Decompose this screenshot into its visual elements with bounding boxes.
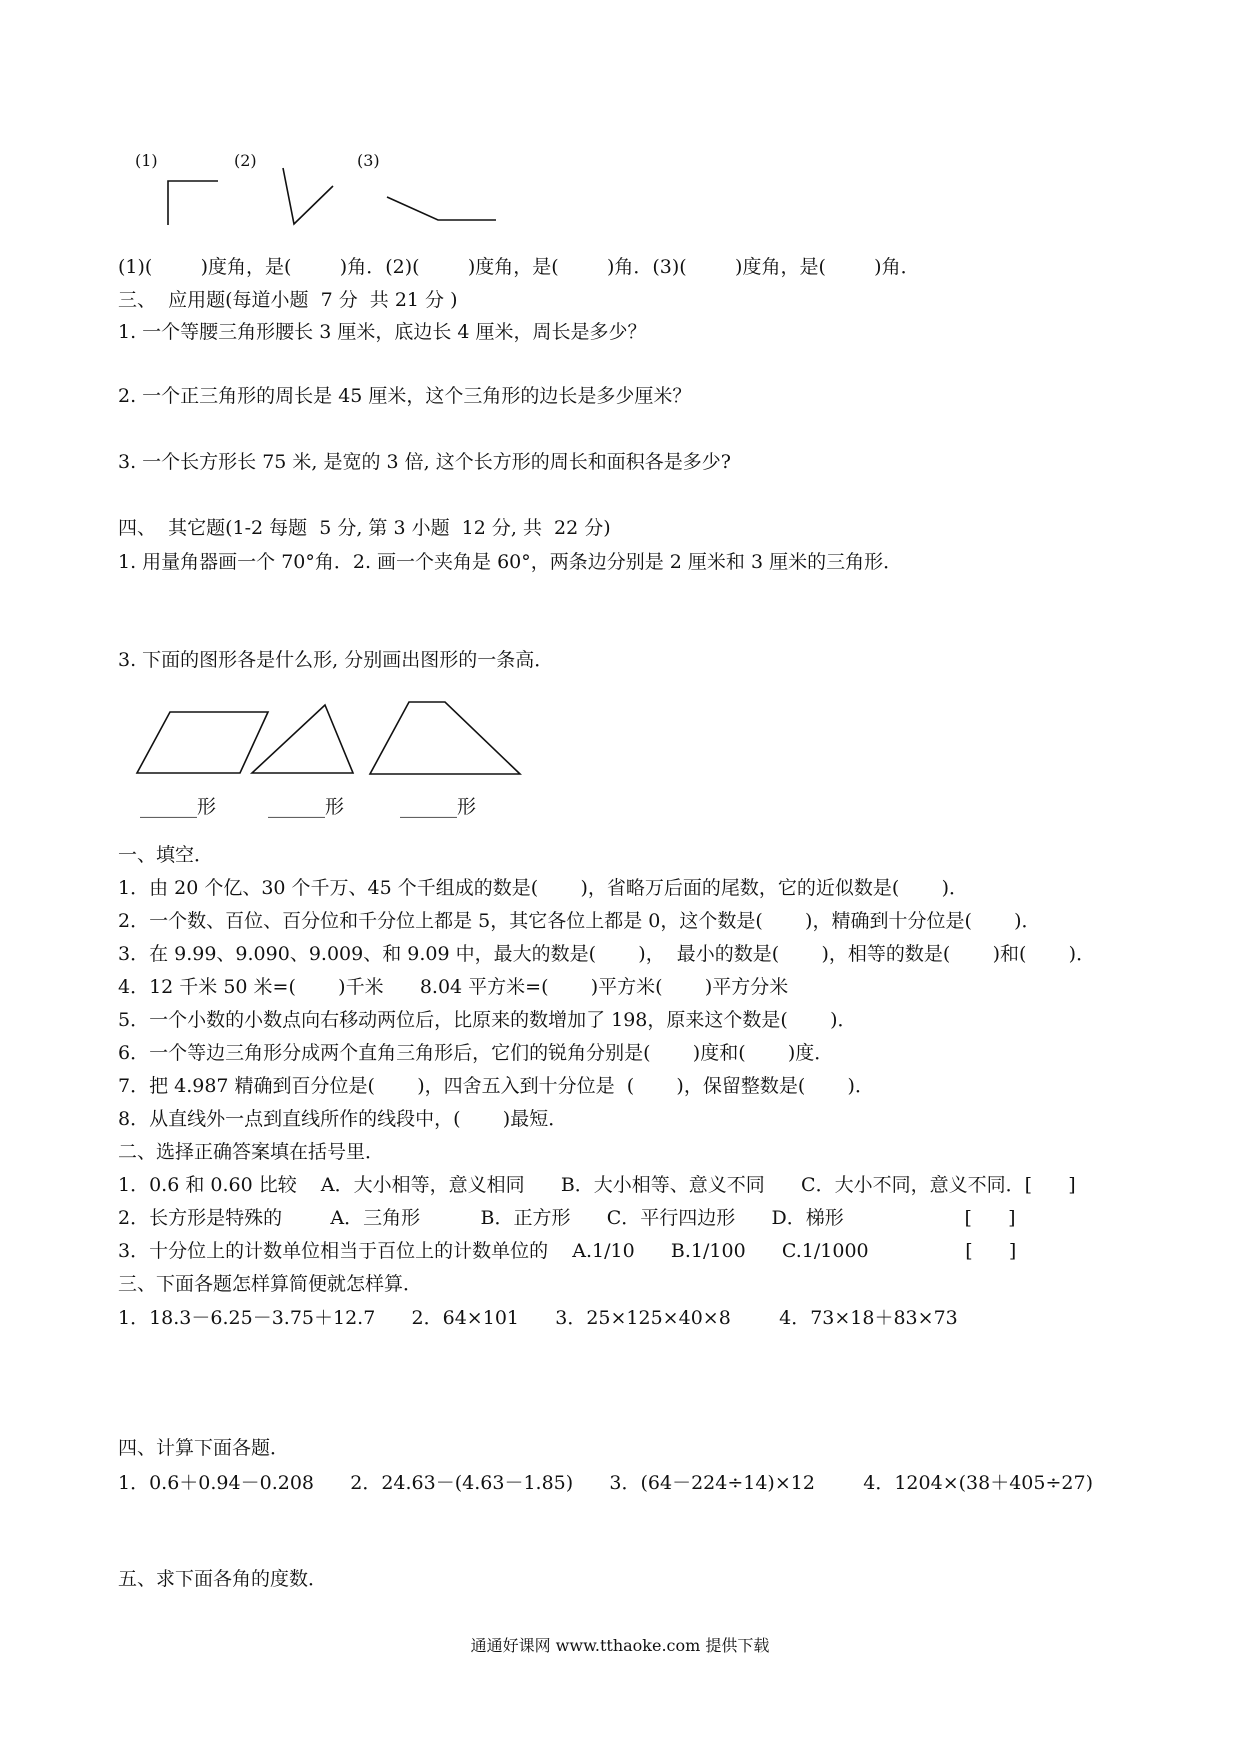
choice-item-3: 3．十分位上的计数单位相当于百位上的计数单位的 A.1/10 B.1/100 C.1/1000 [ ]: [118, 1240, 1017, 1262]
simplify-items: 1．18.3－6.25－3.75＋12.7 2．64×101 3．25×125×40×8 4．73×18＋83×73: [118, 1307, 958, 1329]
section3-title: 三、 应用题(每道小题 7 分 共 21 分 ): [118, 289, 458, 311]
section4-title: 四、 其它题(1-2 每题 5 分, 第 3 小题 12 分, 共 22 分): [118, 517, 611, 539]
shape-label-3: ______形: [400, 796, 477, 818]
angle-label-1: (1): [135, 151, 158, 170]
choice-item-2: 2．长方形是特殊的 A．三角形 B．正方形 C．平行四边形 D．梯形 [ ]: [118, 1207, 1016, 1229]
angle-figure-3: [387, 197, 496, 220]
shape-label-2: ______形: [268, 796, 345, 818]
part4-title: 四、计算下面各题．: [118, 1437, 290, 1459]
angle-label-2: (2): [234, 151, 257, 170]
parallelogram-shape: [137, 712, 268, 773]
part2-title: 二、选择正确答案填在括号里．: [118, 1141, 385, 1163]
fill-item-8: 8．从直线外一点到直线所作的线段中，( )最短．: [118, 1108, 568, 1130]
part1-title: 一、填空．: [118, 844, 214, 866]
trapezoid-shape: [370, 702, 520, 774]
angle-figure-2: [283, 168, 333, 224]
fill-item-6: 6．一个等边三角形分成两个直角三角形后，它们的锐角分别是( )度和( )度．: [118, 1042, 834, 1064]
shape-label-1: ______形: [140, 796, 217, 818]
fill-item-3: 3．在 9.99、9.090、9.009、和 9.09 中，最大的数是( )， 最小的数是( )，相等的数是( )和( )．: [118, 943, 1096, 965]
fill-item-4: 4．12 千米 50 米=( )千米 8.04 平方米=( )平方米( )平方分米: [118, 976, 789, 998]
compute-items: 1．0.6＋0.94－0.208 2．24.63－(4.63－1.85) 3．(64－224÷14)×12 4．1204×(38＋405÷27): [118, 1472, 1093, 1494]
choice-item-1: 1．0.6 和 0.60 比较 A．大小相等，意义相同 B．大小相等、意义不同 C．大小不同，意义不同．[ ]: [118, 1174, 1076, 1196]
angle-answer-line: (1)( )度角，是( )角．(2)( )度角，是( )角．(3)( )度角，是( )角．: [118, 256, 920, 278]
fill-item-2: 2．一个数、百位、百分位和千分位上都是 5，其它各位上都是 0，这个数是( )，精确到十分位是( )．: [118, 910, 1041, 932]
part5-title: 五、求下面各角的度数．: [118, 1568, 328, 1590]
section3-question-3: 3. 一个长方形长 75 米, 是宽的 3 倍, 这个长方形的周长和面积各是多少?: [118, 451, 731, 473]
angle-figure-1: [168, 181, 218, 225]
part3-title: 三、下面各题怎样算简便就怎样算．: [118, 1273, 423, 1295]
fill-item-1: 1．由 20 个亿、30 个千万、45 个千组成的数是( )，省略万后面的尾数，它的近似数是( )．: [118, 877, 968, 899]
fill-item-7: 7．把 4.987 精确到百分位是( )，四舍五入到十分位是 ( )，保留整数是( )．: [118, 1075, 874, 1097]
fill-item-5: 5．一个小数的小数点向右移动两位后，比原来的数增加了 198，原来这个数是( )．: [118, 1009, 857, 1031]
section3-question-1: 1. 一个等腰三角形腰长 3 厘米，底边长 4 厘米，周长是多少？: [118, 321, 647, 343]
angle-label-3: (3): [357, 151, 380, 170]
page-footer: 通通好课网 www.tthaoke.com 提供下载: [470, 1636, 770, 1655]
section4-question-3: 3. 下面的图形各是什么形, 分别画出图形的一条高．: [118, 649, 554, 671]
section4-question-1-2: 1. 用量角器画一个 70°角．2. 画一个夹角是 60°，两条边分别是 2 厘米和 3 厘米的三角形．: [118, 551, 903, 573]
section3-question-2: 2. 一个正三角形的周长是 45 厘米，这个三角形的边长是多少厘米？: [118, 385, 692, 407]
